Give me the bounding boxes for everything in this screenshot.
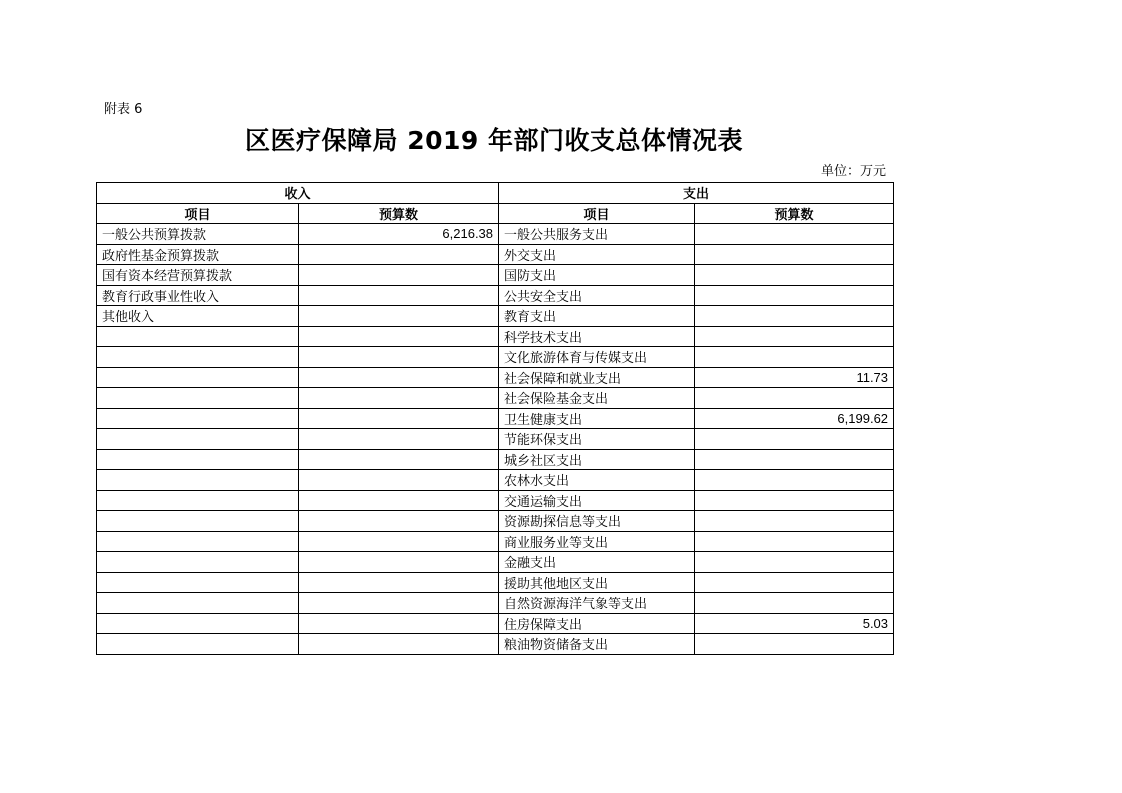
table-row [97, 408, 894, 429]
expense-amount-cell [695, 449, 894, 470]
income-amount-cell [299, 531, 499, 552]
expense-section-header: 支出 [499, 183, 894, 204]
expense-item-cell: 文化旅游体育与传媒支出 [499, 347, 695, 368]
page-title: 区医疗保障局 2019 年部门收支总体情况表 [245, 126, 743, 155]
income-amount-cell [299, 285, 499, 306]
expense-amount-cell [695, 265, 894, 286]
income-amount-cell [299, 429, 499, 450]
expense-amount-cell [695, 470, 894, 491]
income-item-cell [97, 613, 299, 634]
expense-item-cell: 城乡社区支出 [499, 449, 695, 470]
table-row [97, 429, 894, 450]
table-row [97, 265, 894, 286]
income-amount-cell [299, 449, 499, 470]
income-amount-cell [299, 613, 499, 634]
table-row [97, 490, 894, 511]
table-row [97, 634, 894, 655]
income-amount-cell: 6,216.38 [299, 224, 499, 245]
table-row [97, 326, 894, 347]
income-amount-cell [299, 490, 499, 511]
income-item-cell [97, 572, 299, 593]
budget-table-body [97, 224, 894, 655]
table-row [97, 552, 894, 573]
income-item-cell: 教育行政事业性收入 [97, 285, 299, 306]
table-row [97, 347, 894, 368]
expense-amount-cell [695, 552, 894, 573]
income-item-cell [97, 388, 299, 409]
expense-item-cell: 外交支出 [499, 244, 695, 265]
table-row [97, 511, 894, 532]
table-row [97, 572, 894, 593]
income-item-cell [97, 347, 299, 368]
income-item-column-header: 项目 [97, 203, 299, 224]
expense-item-cell: 资源勘探信息等支出 [499, 511, 695, 532]
income-amount-cell [299, 388, 499, 409]
income-item-cell [97, 326, 299, 347]
expense-amount-cell: 11.73 [695, 367, 894, 388]
income-amount-cell [299, 326, 499, 347]
income-item-cell [97, 511, 299, 532]
expense-amount-cell [695, 593, 894, 614]
expense-item-cell: 住房保障支出 [499, 613, 695, 634]
income-item-cell: 其他收入 [97, 306, 299, 327]
table-row [97, 285, 894, 306]
income-amount-cell [299, 367, 499, 388]
table-row [97, 613, 894, 634]
expense-item-cell: 商业服务业等支出 [499, 531, 695, 552]
expense-item-cell: 科学技术支出 [499, 326, 695, 347]
section-header-row [97, 183, 894, 204]
table-row [97, 224, 894, 245]
expense-amount-cell [695, 511, 894, 532]
income-item-cell [97, 449, 299, 470]
expense-amount-cell [695, 244, 894, 265]
income-section-header: 收入 [97, 183, 499, 204]
expense-item-cell: 社会保障和就业支出 [499, 367, 695, 388]
expense-item-cell: 自然资源海洋气象等支出 [499, 593, 695, 614]
income-item-cell [97, 634, 299, 655]
unit-label: 单位：万元 [820, 164, 886, 179]
expense-amount-cell: 5.03 [695, 613, 894, 634]
expense-item-cell: 国防支出 [499, 265, 695, 286]
income-item-cell [97, 367, 299, 388]
income-item-cell: 国有资本经营预算拨款 [97, 265, 299, 286]
expense-item-cell: 公共安全支出 [499, 285, 695, 306]
income-amount-cell [299, 306, 499, 327]
expense-amount-cell [695, 306, 894, 327]
expense-item-cell: 交通运输支出 [499, 490, 695, 511]
expense-amount-cell [695, 634, 894, 655]
table-row [97, 531, 894, 552]
expense-amount-cell [695, 326, 894, 347]
expense-item-cell: 节能环保支出 [499, 429, 695, 450]
expense-item-cell: 教育支出 [499, 306, 695, 327]
expense-item-cell: 金融支出 [499, 552, 695, 573]
budget-table [96, 182, 894, 655]
income-amount-cell [299, 470, 499, 491]
income-amount-cell [299, 634, 499, 655]
income-amount-cell [299, 244, 499, 265]
expense-amount-cell: 6,199.62 [695, 408, 894, 429]
income-amount-cell [299, 552, 499, 573]
income-item-cell [97, 429, 299, 450]
income-item-cell [97, 593, 299, 614]
table-row [97, 306, 894, 327]
expense-amount-cell [695, 531, 894, 552]
income-item-cell [97, 552, 299, 573]
expense-amount-cell [695, 572, 894, 593]
expense-item-cell: 卫生健康支出 [499, 408, 695, 429]
expense-item-cell: 社会保险基金支出 [499, 388, 695, 409]
table-row [97, 388, 894, 409]
expense-amount-cell [695, 429, 894, 450]
expense-amount-cell [695, 224, 894, 245]
expense-budget-column-header: 预算数 [695, 203, 894, 224]
expense-item-cell: 粮油物资储备支出 [499, 634, 695, 655]
income-budget-column-header: 预算数 [299, 203, 499, 224]
table-row [97, 593, 894, 614]
income-amount-cell [299, 511, 499, 532]
income-amount-cell [299, 572, 499, 593]
income-item-cell [97, 531, 299, 552]
expense-amount-cell [695, 285, 894, 306]
attachment-label: 附表 6 [104, 102, 143, 117]
column-header-row [97, 203, 894, 224]
income-item-cell [97, 490, 299, 511]
income-amount-cell [299, 593, 499, 614]
expense-item-cell: 援助其他地区支出 [499, 572, 695, 593]
expense-amount-cell [695, 388, 894, 409]
expense-amount-cell [695, 490, 894, 511]
income-item-cell: 一般公共预算拨款 [97, 224, 299, 245]
income-item-cell: 政府性基金预算拨款 [97, 244, 299, 265]
expense-amount-cell [695, 347, 894, 368]
income-amount-cell [299, 347, 499, 368]
income-item-cell [97, 470, 299, 491]
expense-item-cell: 一般公共服务支出 [499, 224, 695, 245]
income-amount-cell [299, 265, 499, 286]
table-row [97, 367, 894, 388]
expense-item-cell: 农林水支出 [499, 470, 695, 491]
table-row [97, 449, 894, 470]
table-row [97, 244, 894, 265]
table-row [97, 470, 894, 491]
income-item-cell [97, 408, 299, 429]
income-amount-cell [299, 408, 499, 429]
expense-item-column-header: 项目 [499, 203, 695, 224]
